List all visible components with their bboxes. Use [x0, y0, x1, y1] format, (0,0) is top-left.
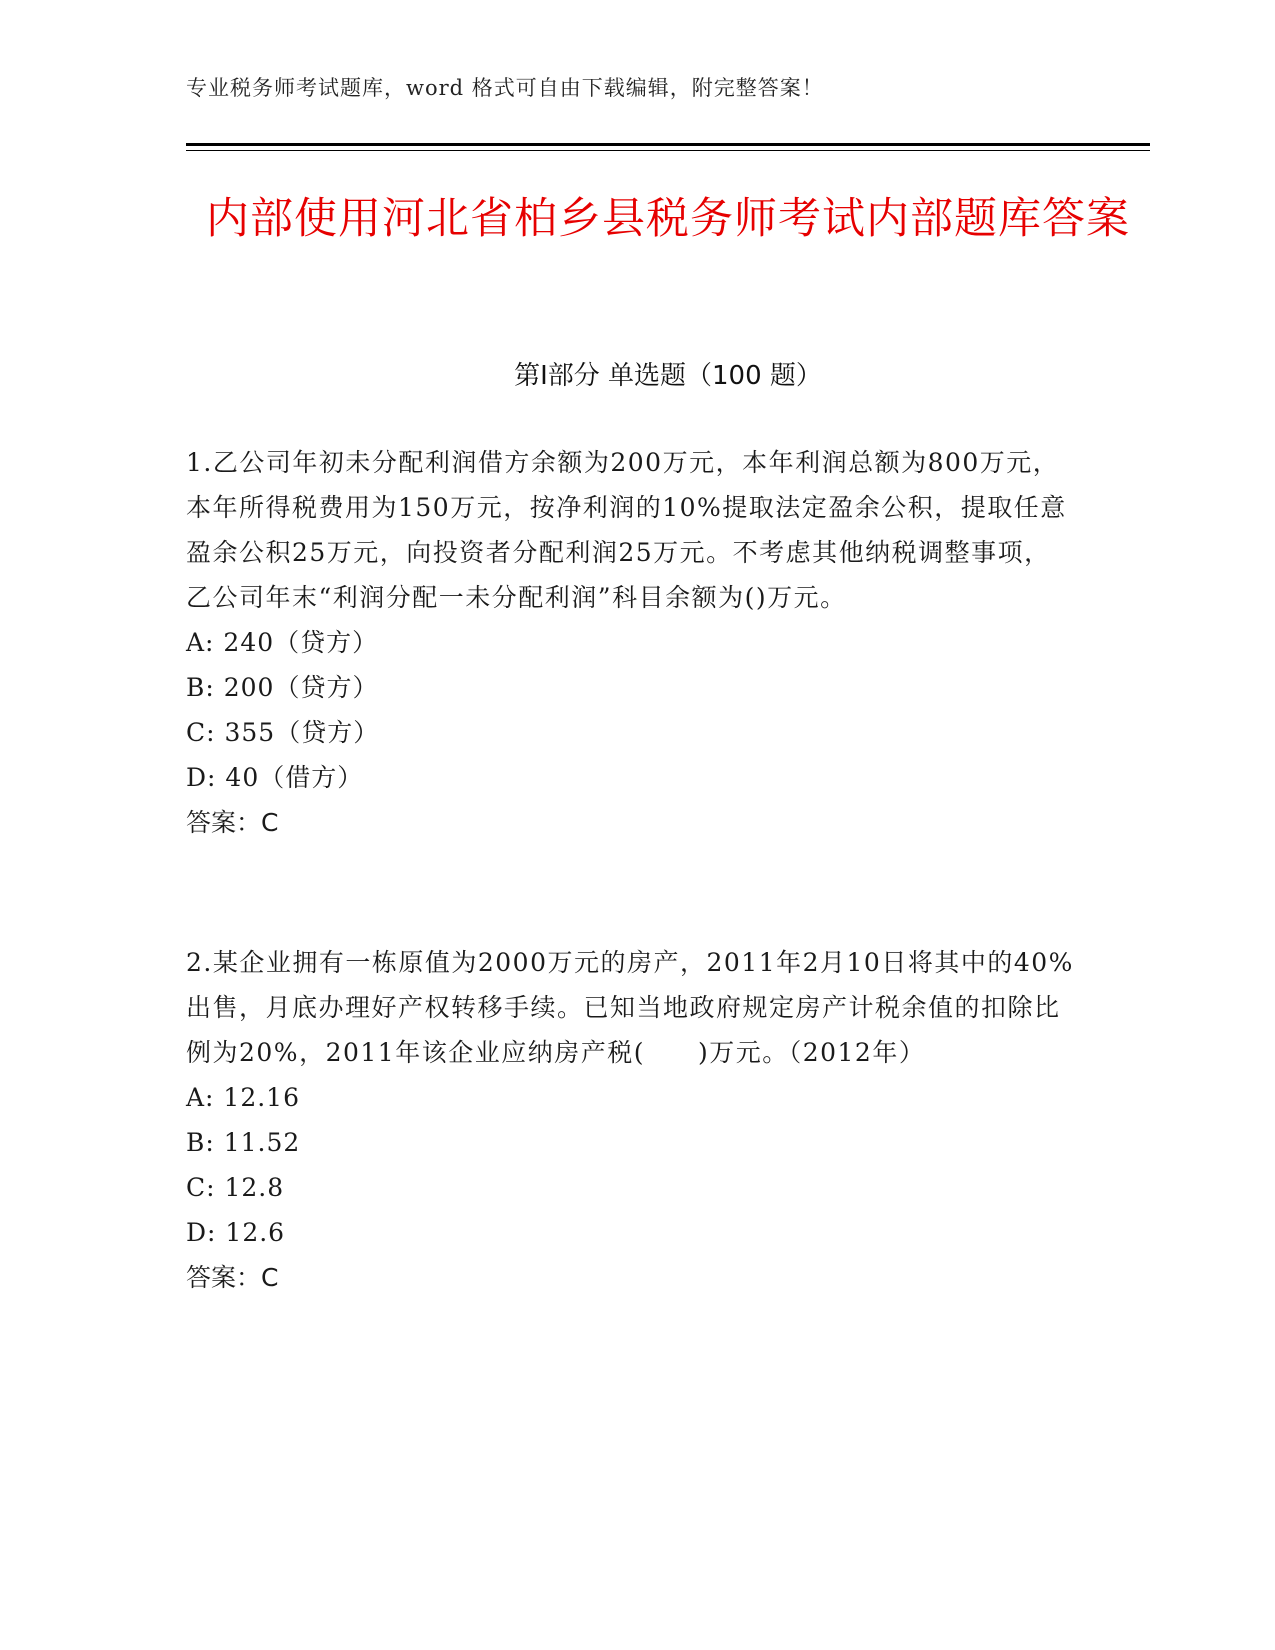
question-stem: 1.乙公司年初未分配利润借方余额为200万元，本年利润总额为800万元，本年所得税费用为150万元，按净利润的10%提取法定盈余公积，提取任意盈余公积25万元，向投资者分配利润25万元。不考虑其他纳税调整事项，乙公司年末“利润分配一未分配利润”科目余额为()万元。: [186, 448, 1067, 612]
page-header: 专业税务师考试题库，word 格式可自由下载编辑，附完整答案！: [186, 76, 824, 100]
option-a: A: 12.16: [186, 1083, 300, 1112]
section-title: 第Ⅰ部分 单选题（100 题）: [514, 361, 822, 391]
option-c: C: 12.8: [186, 1173, 285, 1202]
option-c: C: 355（贷方）: [186, 718, 380, 747]
document-title: 内部使用河北省柏乡县税务师考试内部题库答案: [206, 194, 1130, 244]
answer: 答案：C: [186, 808, 279, 837]
option-a: A: 240（贷方）: [186, 628, 379, 657]
question-2: [186, 940, 1076, 1300]
header-divider-thin: [186, 150, 1150, 151]
question-1: [186, 440, 1076, 845]
header-divider-thick: [186, 143, 1150, 146]
option-b: B: 200（贷方）: [186, 673, 379, 702]
option-d: D: 40（借方）: [186, 763, 364, 792]
question-stem: 2.某企业拥有一栋原值为2000万元的房产，2011年2月10日将其中的40%出售，月底办理好产权转移手续。已知当地政府规定房产计税余值的扣除比例为20%，2011年该企业应纳房产税( )万元。（2012年）: [186, 948, 1074, 1067]
option-b: B: 11.52: [186, 1128, 301, 1157]
answer: 答案：C: [186, 1263, 279, 1292]
option-d: D: 12.6: [186, 1218, 286, 1247]
